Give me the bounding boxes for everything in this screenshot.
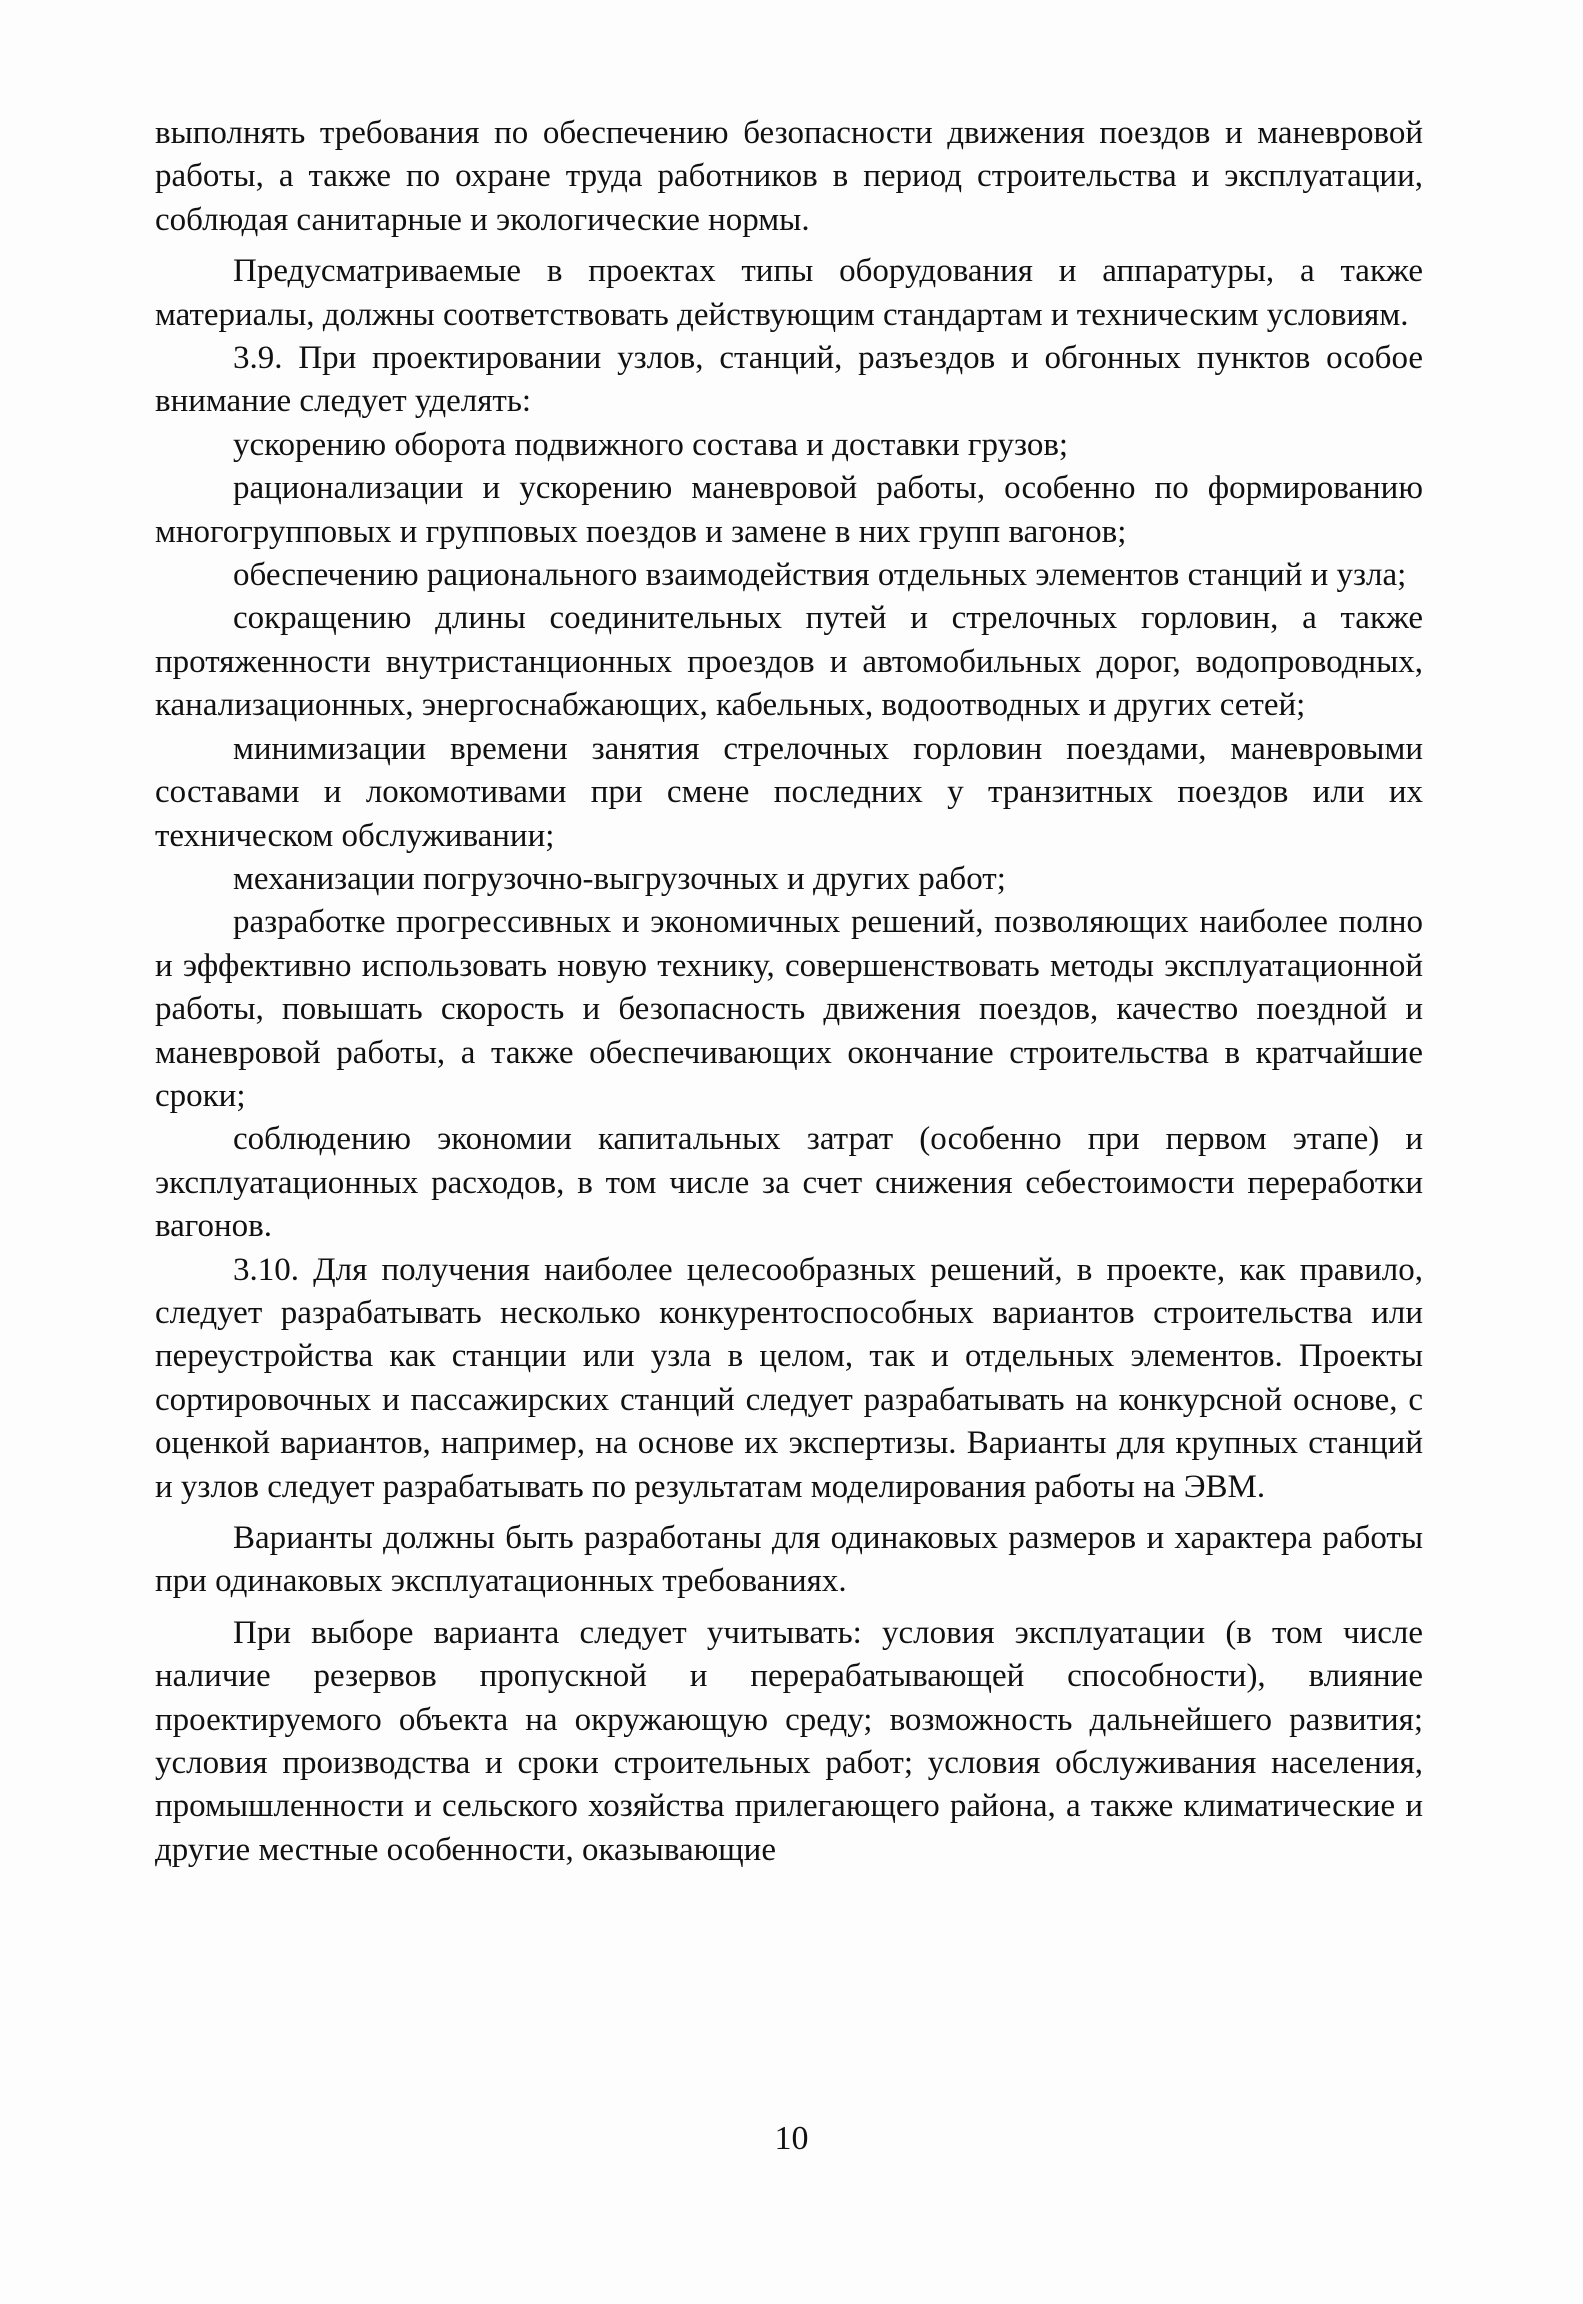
page-number: 10 [774, 2120, 809, 2157]
list-item-rolling-stock: ускорению оборота подвижного состава и доставки грузов; [233, 426, 1069, 463]
paragraph-variant-selection: При выборе варианта следует учитывать: условия эксплуатации (в том числе наличие резервов пропускной и перерабатывающей способности), влияние проектируемого объекта на окружающую среду; возможность дальнейшего развития; условия производства и сроки строительных работ; условия обслуживания населения, промышленности и сельского хозяйства прилегающего района, а также климатические и другие местные особенности, оказывающие [155, 1614, 1423, 1868]
paragraph-continuation: выполнять требования по обеспечению безопасности движения поездов и маневровой работы, а также по охране труда работников в период строительства и эксплуатации, соблюдая санитарные и экологические нормы. [155, 115, 1423, 238]
list-item-interaction: обеспечению рационального взаимодействия отдельных элементов станций и узла; [233, 557, 1407, 594]
body-text [155, 112, 1423, 1872]
list-item-mechanization: механизации погрузочно-выгрузочных и других работ; [233, 860, 1006, 897]
paragraph-variants-conditions: Варианты должны быть разработаны для одинаковых размеров и характера работы при одинаковых эксплуатационных требованиях. [155, 1520, 1423, 1600]
list-item-switch-occupation: минимизации времени занятия стрелочных горловин поездами, маневровыми составами и локомотивами при смене последних у транзитных поездов или их техническом обслуживании; [155, 730, 1423, 854]
paragraph-equipment-standards: Предусматриваемые в проектах типы оборудования и аппаратуры, а также материалы, должны соответствовать действующим стандартам и техническим условиям. [155, 253, 1423, 333]
paragraph-section-3-10: 3.10. Для получения наиболее целесообразных решений, в проекте, как правило, следует разрабатывать несколько конкурентоспособных вариантов строительства или переустройства как станции или узла в целом, так и отдельных элементов. Проекты сортировочных и пассажирских станций следует разрабатывать на конкурсной основе, с оценкой вариантов, например, на основе их экспертизы. Варианты для крупных станций и узлов следует разрабатывать по результатам моделирования работы на ЭВМ. [155, 1251, 1423, 1505]
list-item-track-length: сокращению длины соединительных путей и стрелочных горловин, а также протяженности внутристанционных проездов и автомобильных дорог, водопроводных, канализационных, энергоснабжающих, кабельных, водоотводных и других сетей; [155, 600, 1423, 724]
list-item-cost-economy: соблюдению экономии капитальных затрат (особенно при первом этапе) и эксплуатационных расходов, в том числе за счет снижения себестоимости переработки вагонов. [155, 1121, 1423, 1245]
list-item-progressive-solutions: разработке прогрессивных и экономичных решений, позволяющих наиболее полно и эффективно использовать новую технику, совершенствовать методы эксплуатационной работы, повышать скорость и безопасность движения поездов, качество поездной и маневровой работы, а также обеспечивающих окончание строительства в кратчайшие сроки; [155, 904, 1423, 1114]
list-item-shunting: рационализации и ускорению маневровой работы, особенно по формированию многогрупповых и групповых поездов и замене в них групп вагонов; [155, 470, 1423, 550]
paragraph-section-3-9: 3.9. При проектировании узлов, станций, разъездов и обгонных пунктов особое внимание следует уделять: [155, 340, 1423, 420]
